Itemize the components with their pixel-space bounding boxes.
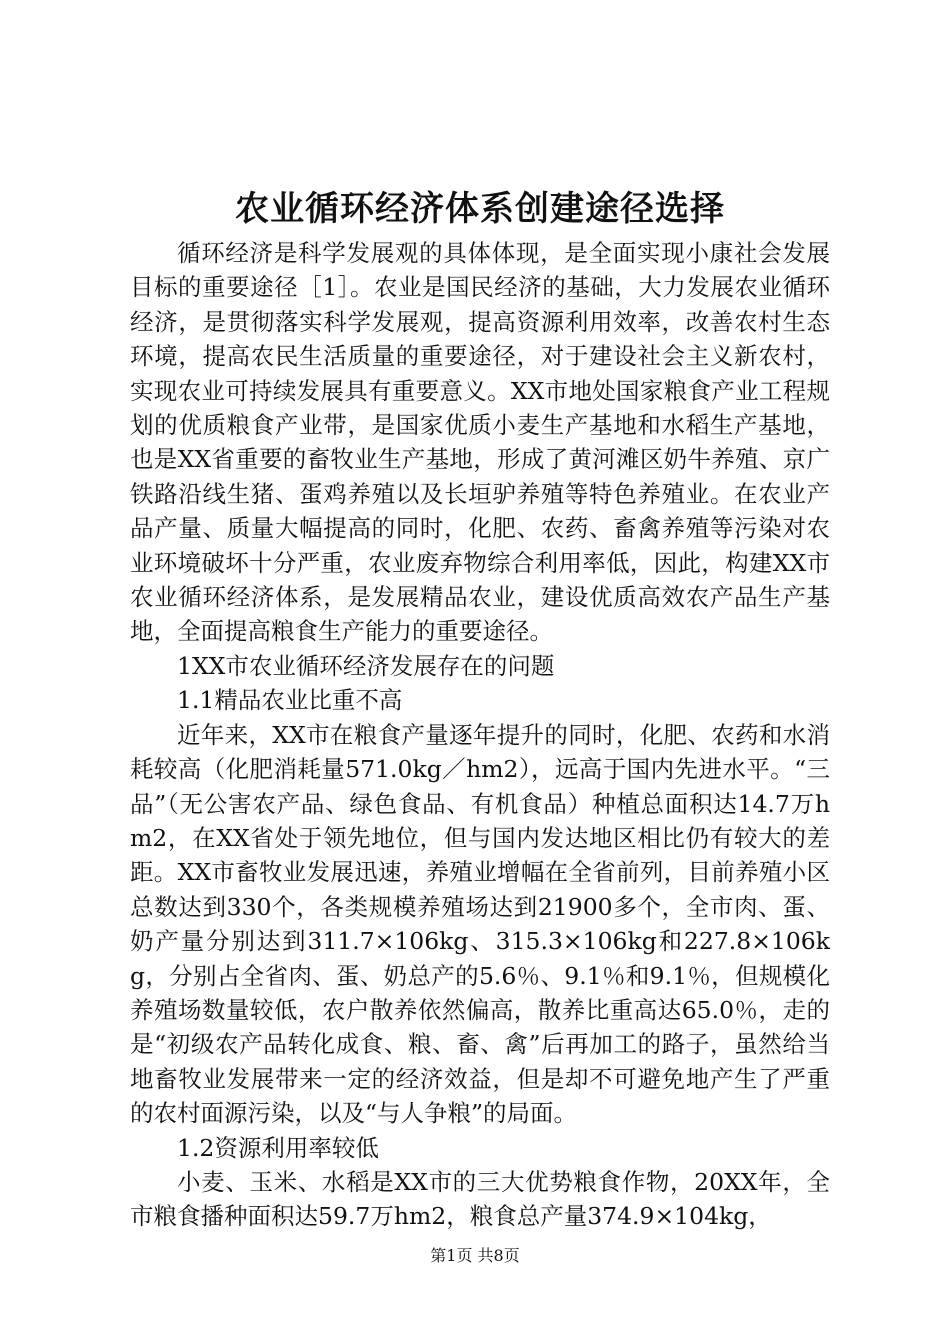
document-page xyxy=(130,186,830,1234)
page-footer: 第1页 共8页 xyxy=(430,1246,520,1265)
subsection-heading-1-2: 1.2资源利用率较低 xyxy=(177,1133,379,1162)
body-paragraph-1-1: 近年来，XX市在粮食产量逐年提升的同时，化肥、农药和水消耗较高（化肥消耗量571.0kg／hm2），远高于国内先进水平。“三品”（无公害农产品、绿色食品、有机食品）种植总面积达14.7万hm2，在XX省处于领先地位，但与国内发达地区相比仍有较大的差距。XX市畜牧业发展迅速，养殖业增幅在全省前列，目前养殖小区总数达到330个，各类规模养殖场达到21900多个，全市肉、蛋、奶产量分别达到311.7×106kg、315.3×106kg和227.8×106kg，分别占全省肉、蛋、奶总产的5.6％、9.1％和9.1％，但规模化养殖场数量较低，农户散养依然偏高，散养比重高达65.0％，走的是“初级农产品转化成食、粮、畜、禽”后再加工的路子，虽然给当地畜牧业发展带来一定的经济效益，但是却不可避免地产生了严重的农村面源污染，以及“与人争粮”的局面。 xyxy=(130,720,830,1128)
intro-paragraph: 循环经济是科学发展观的具体体现，是全面实现小康社会发展目标的重要途径［1］。农业是国民经济的基础，大力发展农业循环经济，是贯彻落实科学发展观，提高资源利用效率，改善农村生态环境，提高农民生活质量的重要途径，对于建设社会主义新农村，实现农业可持续发展具有重要意义。XX市地处国家粮食产业工程规划的优质粮食产业带，是国家优质小麦生产基地和水稻生产基地，也是XX省重要的畜牧业生产基地，形成了黄河滩区奶牛养殖、京广铁路沿线生猪、蛋鸡养殖以及长垣驴养殖等特色养殖业。在农业产品产量、质量大幅提高的同时，化肥、农药、畜禽养殖等污染对农业环境破坏十分严重，农业废弃物综合利用率低，因此，构建XX市农业循环经济体系，是发展精品农业，建设优质高效农产品生产基地，全面提高粮食生产能力的重要途径。 xyxy=(130,239,830,646)
section-heading-1: 1XX市农业循环经济发展存在的问题 xyxy=(177,651,555,680)
subsection-heading-1-1: 1.1精品农业比重不高 xyxy=(177,686,403,715)
document-title: 农业循环经济体系创建途径选择 xyxy=(235,189,725,229)
body-paragraph-1-2: 小麦、玉米、水稻是XX市的三大优势粮食作物，20XX年，全市粮食播种面积达59.7万hm2，粮食总产量374.9×104kg， xyxy=(130,1167,830,1231)
